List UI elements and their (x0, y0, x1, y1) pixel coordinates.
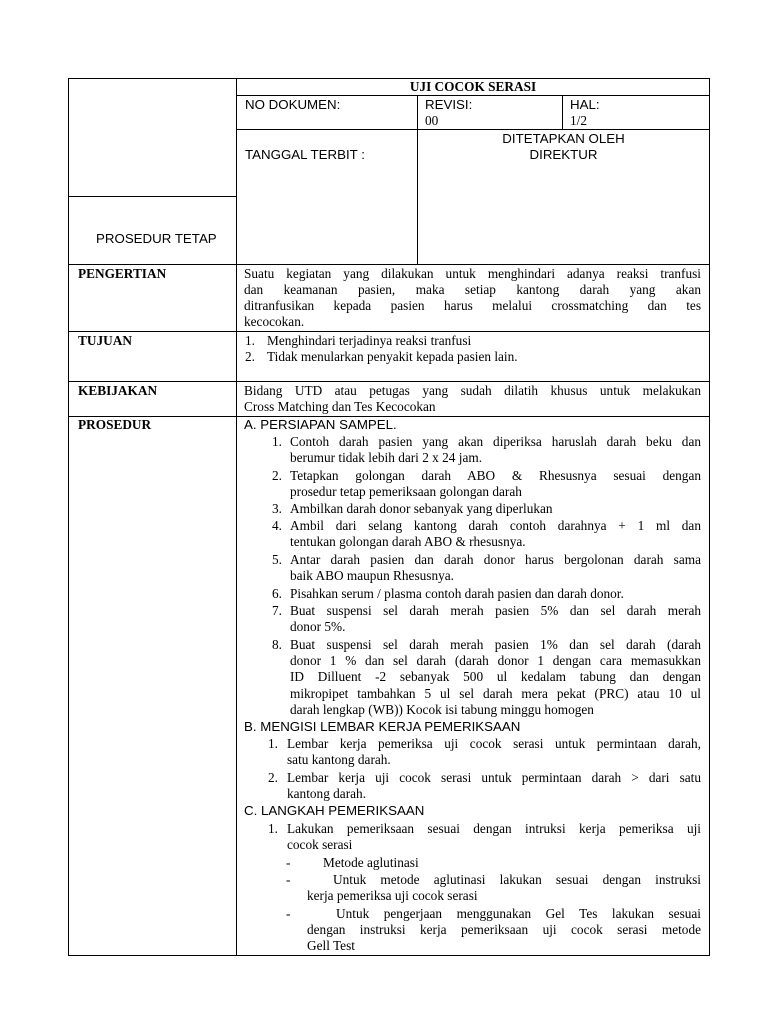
a-item-number: 2. (272, 468, 282, 483)
c-sub-line: kerja pemeriksa uji cocok serasi (307, 888, 478, 903)
a-item-line: prosedur tetap pemeriksaan golongan darah (290, 484, 522, 499)
a-item-number: 4. (272, 518, 282, 533)
b-item-number: 2. (268, 770, 278, 785)
a-item-line: donor 5%. (290, 619, 346, 634)
tanggal-terbit-label: TANGGAL TERBIT : (245, 147, 365, 162)
tujuan-item-number: 1. (245, 333, 255, 348)
section-c-heading: C. LANGKAH PEMERIKSAAN (244, 803, 425, 818)
a-item-number: 1. (272, 434, 282, 449)
a-item-line: Buat suspensi sel darah merah pasien 1% dan sel darah (darah (290, 637, 701, 652)
tujuan-item-text: Menghindari terjadinya reaksi tranfusi (267, 333, 472, 348)
a-item-line: baik ABO maupun Rhesusnya. (290, 568, 454, 583)
a-item-line: Buat suspensi sel darah merah pasien 5% dan sel darah merah (290, 603, 701, 618)
pengertian-line: ditranfusikan kepada pasien harus melalui crossmatching dan tes (244, 298, 701, 313)
c-item-line: cocok serasi (287, 837, 353, 852)
a-item-line: mikropipet tambahkan 5 ul sel darah mera pekat (PRC) atau 10 ul (290, 686, 701, 701)
header-bottom-divider (68, 264, 710, 265)
tujuan-item-number: 2. (245, 349, 255, 364)
a-item-number: 7. (272, 603, 282, 618)
a-item-line: Ambilkan darah donor sebanyak yang diperlukan (290, 501, 553, 516)
section-a-heading: A. PERSIAPAN SAMPEL. (244, 417, 397, 432)
pengertian-row-divider (68, 331, 710, 332)
hal-col-divider (562, 95, 563, 130)
kebijakan-label: KEBIJAKAN (78, 383, 158, 398)
c-sub-dash: - (286, 855, 291, 870)
a-item-number: 3. (272, 501, 282, 516)
a-item-line: donor 1 % dan sel darah (darah donor 1 dengan cara memasukkan (290, 653, 701, 668)
kebijakan-line: Bidang UTD atau petugas yang sudah dilatih khusus untuk melakukan (244, 383, 701, 398)
b-item-line: Lembar kerja uji cocok serasi untuk permintaan darah > dari satu (287, 770, 701, 785)
a-item-line: berumur tidak lebih dari 2 x 24 jam. (290, 450, 483, 465)
logo-cell-divider (68, 196, 237, 197)
docinfo-row-divider (236, 129, 710, 130)
ditetapkan-oleh: DITETAPKAN OLEH (502, 131, 625, 146)
prosedur-label: PROSEDUR (78, 417, 152, 432)
a-item-line: Contoh darah pasien yang akan diperiksa haruslah darah beku dan (290, 434, 701, 449)
revisi-col-divider (417, 95, 418, 264)
hal-value: 1/2 (570, 113, 587, 128)
c-sub-line: Untuk metode aglutinasi lakukan sesuai dengan instruksi (333, 872, 701, 887)
table-border-left (68, 78, 69, 956)
revisi-label: REVISI: (425, 97, 473, 112)
pengertian-line: Suatu kegiatan yang dilakukan untuk menghindari adanya reaksi tranfusi (244, 266, 701, 281)
a-item-line: Antar darah pasien dan darah donor harus bergolonan darah sama (290, 552, 701, 567)
b-item-line: Lembar kerja pemeriksa uji cocok serasi untuk permintaan darah, (287, 736, 701, 751)
a-item-line: Tetapkan golongan darah ABO & Rhesusnya sesuai dengan (290, 468, 701, 483)
table-border-bottom (68, 955, 710, 956)
c-sub-line: Untuk pengerjaan menggunakan Gel Tes lakukan sesuai (336, 906, 701, 921)
direktur: DIREKTUR (529, 147, 598, 162)
c-sub-line: Metode aglutinasi (323, 855, 419, 870)
pengertian-label: PENGERTIAN (78, 266, 167, 281)
pengertian-line: kecocokan. (244, 314, 305, 329)
a-item-line: tentukan golongan darah ABO & rhesusnya. (290, 534, 526, 549)
hal-label: HAL: (570, 97, 600, 112)
revisi-value: 00 (425, 113, 439, 128)
c-sub-dash: - (286, 872, 291, 887)
a-item-number: 8. (272, 637, 282, 652)
c-item-number: 1. (268, 821, 278, 836)
c-item-line: Lakukan pemeriksaan sesuai dengan intruksi kerja pemeriksa uji (287, 821, 701, 836)
b-item-line: kantong darah. (287, 786, 367, 801)
header-col-divider (236, 78, 237, 956)
a-item-line: Pisahkan serum / plasma contoh darah pasien dan darah donor. (290, 586, 624, 601)
b-item-number: 1. (268, 736, 278, 751)
a-item-number: 5. (272, 552, 282, 567)
kebijakan-line: Cross Matching dan Tes Kecocokan (244, 399, 436, 414)
b-item-line: satu kantong darah. (287, 752, 391, 767)
pengertian-line: dan keamanan pasien, maka setiap kantong darah yang akan (244, 282, 701, 297)
a-item-number: 6. (272, 586, 282, 601)
prosedur-tetap-label: PROSEDUR TETAP (96, 231, 217, 246)
a-item-line: ID Dilluent -2 sebanyak 500 ul kedalam tabung dan dengan (290, 669, 701, 684)
table-border-right (709, 78, 710, 956)
a-item-line: darah lengkap (WB)) Kocok isi tabung minggu homogen (290, 702, 594, 717)
document-title: UJI COCOK SERASI (409, 79, 537, 94)
c-sub-line: dengan instruksi kerja pemeriksaan uji cocok serasi metode (307, 922, 701, 937)
c-sub-dash: - (286, 906, 291, 921)
a-item-line: Ambil dari selang kantong darah contoh darahnya + 1 ml dan (290, 518, 701, 533)
tujuan-label: TUJUAN (78, 333, 132, 348)
tujuan-item-text: Tidak menularkan penyakit kepada pasien lain. (267, 349, 518, 364)
tujuan-row-divider (68, 381, 710, 382)
c-sub-line: Gell Test (307, 938, 355, 953)
section-b-heading: B. MENGISI LEMBAR KERJA PEMERIKSAAN (244, 719, 521, 734)
no-dokumen-label: NO DOKUMEN: (245, 97, 341, 112)
